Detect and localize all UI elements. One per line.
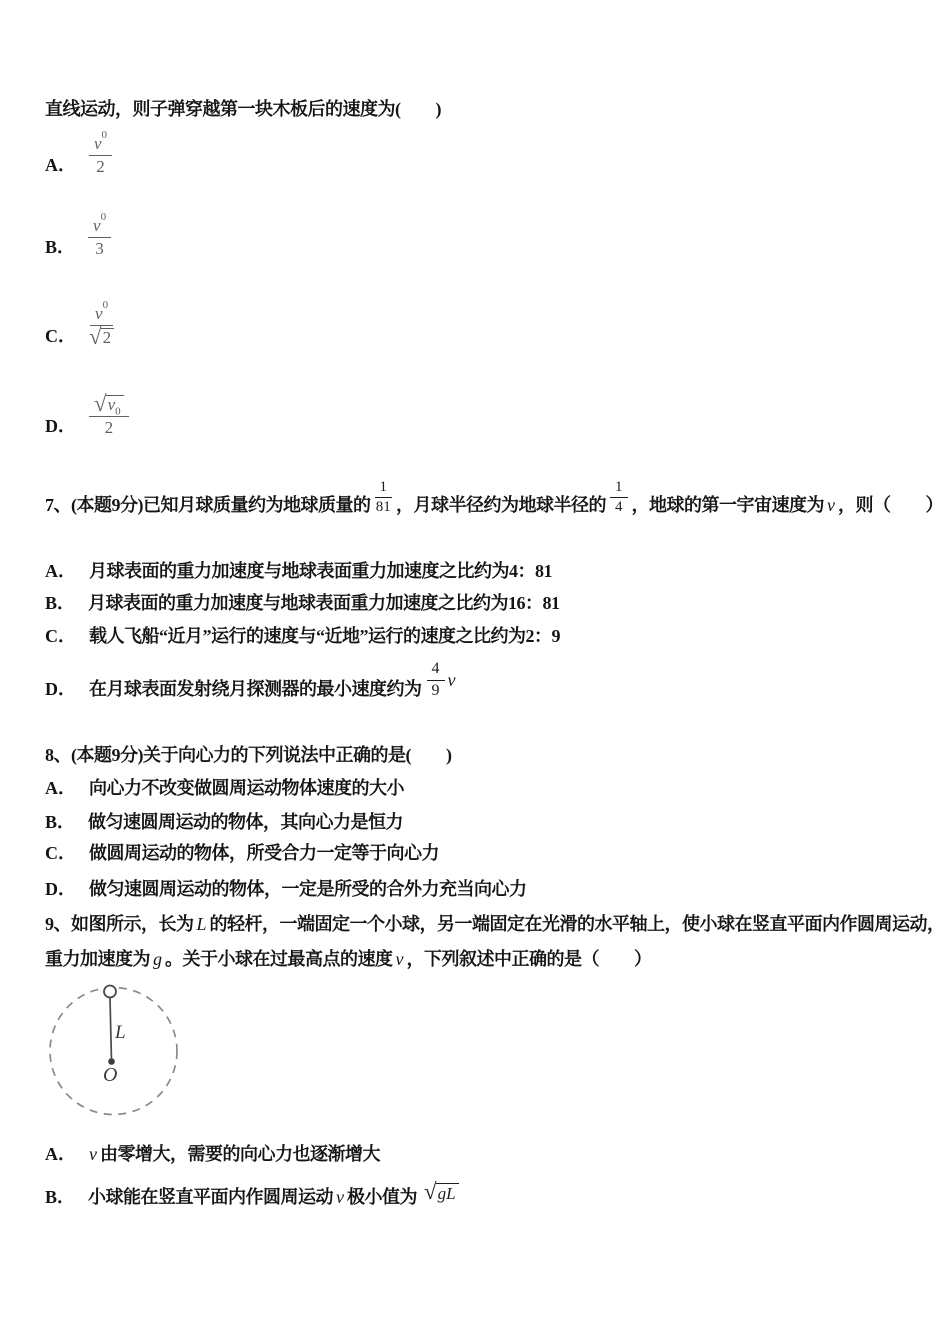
center-label: O <box>103 1064 118 1086</box>
rod-length-label: L <box>115 1022 126 1043</box>
stem-text: 8、(本题9分)关于向心力的下列说法中正确的是( ) <box>45 745 452 765</box>
math-var-v: v <box>336 1187 345 1207</box>
numerator-sub: 0 <box>115 405 121 418</box>
question-9-stem-line1 <box>45 913 945 935</box>
stem-text: ，则（ ） <box>838 495 943 515</box>
stem-text: 。关于小球在过最高点的速度 <box>165 949 393 969</box>
option-label: C． <box>45 626 76 646</box>
stem-text: 的轻杆，一端固定一个小球，另一端固定在光滑的水平轴上，使小球在竖直平面内作圆周运动， <box>209 914 945 934</box>
numerator-var: v <box>93 216 101 236</box>
stem-text: ，下列叙述中正确的是（ ） <box>406 949 652 969</box>
option-label: D． <box>45 416 76 436</box>
option-label: B． <box>45 237 76 257</box>
stem-text: ，地球的第一宇宙速度为 <box>631 495 824 515</box>
q6-option-b <box>45 211 111 259</box>
option-label: B． <box>45 593 76 613</box>
q6-option-a <box>45 129 112 177</box>
q6-option-c <box>45 299 114 350</box>
numerator: 4 <box>427 661 445 681</box>
q7-option-c <box>45 625 560 647</box>
question-6-continuation <box>45 98 441 120</box>
q9-option-a <box>45 1143 380 1165</box>
question-9-stem-line2 <box>45 948 652 970</box>
radicand: 2 <box>101 328 115 347</box>
option-text: 载人飞船“近月”运行的速度与“近地”运行的速度之比约为2：9 <box>89 626 560 646</box>
math-var-L: L <box>196 914 207 934</box>
q8-option-b <box>45 811 403 833</box>
option-text: 做匀速圆周运动的物体，一定是所受的合外力充当向心力 <box>89 879 527 899</box>
option-label: C． <box>45 326 76 346</box>
option-text: 小球能在竖直平面内作圆周运动 <box>88 1187 334 1207</box>
q9-rod-circle-diagram <box>40 980 190 1128</box>
radical-expression <box>94 391 124 418</box>
math-var-v: v <box>447 670 456 690</box>
fraction-sqrt-v0-over-2 <box>89 391 129 438</box>
radical-sign: √ <box>94 391 107 417</box>
radical-sign: √ <box>424 1179 437 1204</box>
option-text: 做匀速圆周运动的物体，其向心力是恒力 <box>88 812 404 832</box>
numerator-var: v <box>94 134 102 154</box>
option-text: 在月球表面发射绕月探测器的最小速度约为 <box>89 679 422 699</box>
numerator-var: v <box>95 304 103 324</box>
q8-option-d <box>45 878 527 900</box>
rod <box>110 998 112 1061</box>
radicand <box>106 395 124 418</box>
q9-option-b <box>45 1176 459 1208</box>
math-var-v: v <box>395 949 404 969</box>
fraction-v0-over-3: v 0 3 <box>88 217 111 258</box>
q7-option-b <box>45 592 560 614</box>
option-text: 做圆周运动的物体，所受合力一定等于向心力 <box>89 843 439 863</box>
stem-text: ，月球半径约为地球半径的 <box>396 495 606 515</box>
q8-option-a <box>45 777 404 799</box>
math-var-g: g <box>153 949 162 969</box>
option-text: 由零增大，需要的向心力也逐渐增大 <box>100 1144 380 1164</box>
option-text: 向心力不改变做圆周运动物体速度的大小 <box>89 778 404 798</box>
denominator: 3 <box>95 239 104 259</box>
q6-option-d <box>45 387 129 437</box>
q7-option-d <box>45 661 459 700</box>
fraction-v0-over-2: v 0 2 <box>89 135 112 176</box>
denominator: 81 <box>375 499 391 516</box>
fraction-1-over-4 <box>610 480 628 517</box>
radical-sign: √ <box>89 324 102 350</box>
option-label: D． <box>45 679 76 699</box>
option-label: B． <box>45 1187 76 1207</box>
option-text: 月球表面的重力加速度与地球表面重力加速度之比约为16：81 <box>88 593 560 613</box>
sqrt-gL-expression <box>424 1179 459 1204</box>
denominator: 9 <box>431 682 440 700</box>
numerator-var: v <box>107 395 116 415</box>
fraction-v0-over-sqrt2: v 0 √ 2 <box>89 305 114 347</box>
option-text: 极小值为 <box>347 1187 418 1207</box>
denominator: 2 <box>96 157 105 177</box>
option-label: A． <box>45 778 76 798</box>
option-label: A． <box>45 155 76 175</box>
math-var-v: v <box>827 495 835 515</box>
q8-option-c <box>45 842 439 864</box>
denominator: 4 <box>615 499 623 516</box>
numerator: 1 <box>610 480 628 499</box>
option-label: D． <box>45 879 76 899</box>
fraction-1-over-81 <box>375 480 393 517</box>
question-text: 直线运动，则子弹穿越第一块木板后的速度为( ) <box>45 99 441 119</box>
stem-text: 重力加速度为 <box>45 949 150 969</box>
stem-text: 9、如图所示，长为 <box>45 914 194 934</box>
fraction-4-over-9 <box>427 661 445 700</box>
ball-at-top <box>104 986 116 998</box>
option-label: A． <box>45 1144 76 1164</box>
numerator: 1 <box>375 480 393 499</box>
denominator: 2 <box>104 418 114 438</box>
q7-option-a <box>45 560 552 582</box>
radicand: gL <box>436 1183 459 1204</box>
question-7-stem <box>45 469 943 516</box>
math-var-v: v <box>89 1144 97 1164</box>
option-text: 月球表面的重力加速度与地球表面重力加速度之比约为4：81 <box>89 561 552 581</box>
option-label: A． <box>45 561 76 581</box>
option-label: C． <box>45 843 76 863</box>
question-8-stem <box>45 744 451 766</box>
option-label: B． <box>45 812 76 832</box>
dashed-circle-path <box>50 988 177 1115</box>
stem-text: 7、(本题9分)已知月球质量约为地球质量的 <box>45 495 371 515</box>
